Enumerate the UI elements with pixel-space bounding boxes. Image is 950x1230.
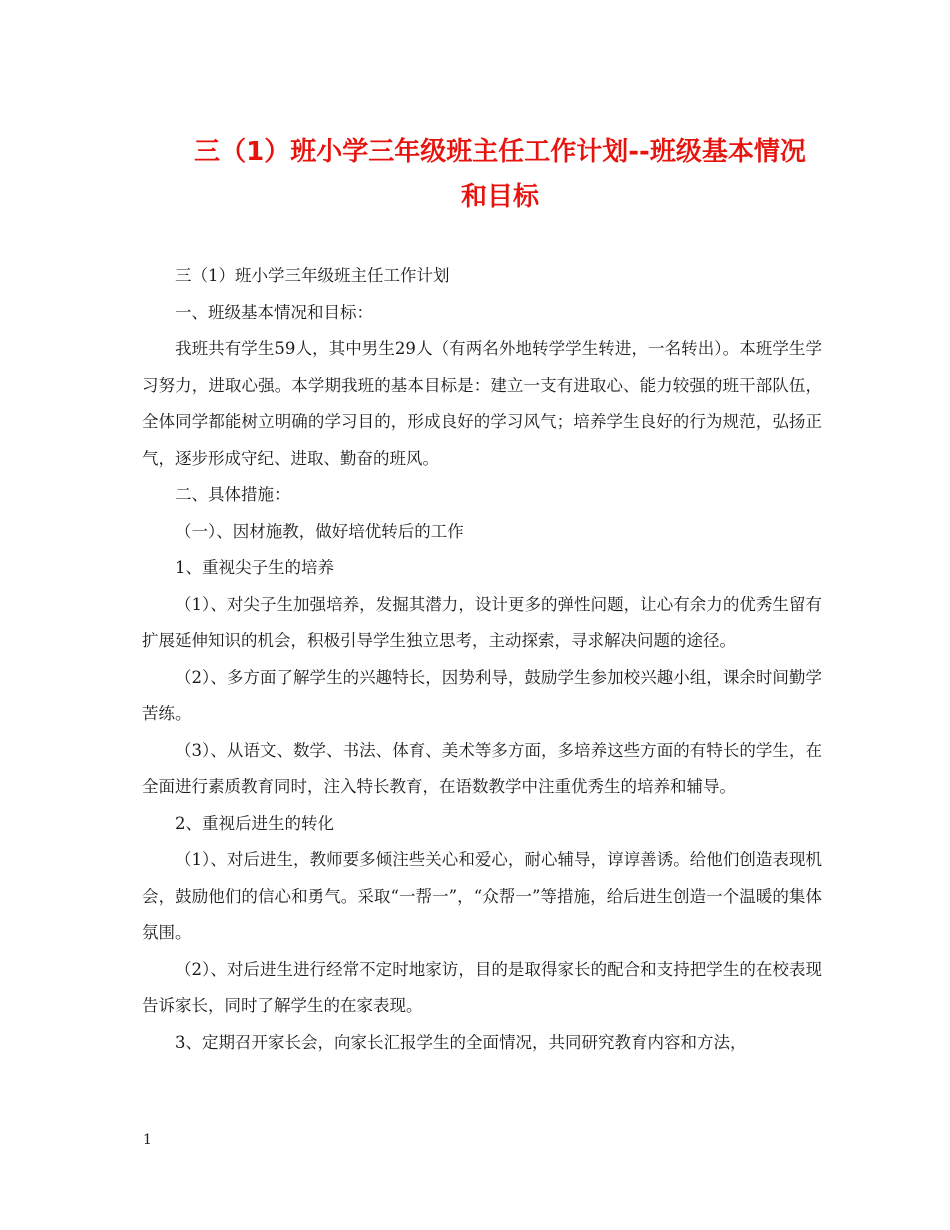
paragraph-top-students-2: （2）、多方面了解学生的兴趣特长，因势利导，鼓励学生参加校兴趣小组，课余时间勤学苦练。	[142, 667, 822, 723]
document-title-line-2: 和目标	[460, 182, 539, 212]
paragraph-subtitle: 三（1）班小学三年级班主任工作计划	[175, 266, 450, 285]
paragraph-top-students-3: （3）、从语文、数学、书法、体育、美术等多方面，多培养这些方面的有特长的学生，在全面进行素质教育同时，注入特长教育，在语数教学中注重优秀生的培养和辅导。	[142, 740, 822, 796]
document-title-line-1: 三（1）班小学三年级班主任工作计划--班级基本情况	[194, 137, 806, 167]
document-body	[142, 258, 822, 1061]
paragraph-parent-meetings: 3、定期召开家长会，向家长汇报学生的全面情况，共同研究教育内容和方法，	[175, 1032, 747, 1052]
paragraph-class-overview: 我班共有学生59人，其中男生29人（有两名外地转学学生转进，一名转出）。本班学生学习努力，进取心强。本学期我班的基本目标是：建立一支有进取心、能力较强的班干部队伍，全体同学都能树立明确的学习目的，形成良好的学习风气；培养学生良好的行为规范，弘扬正气，逐步形成守纪、进取、勤奋的班风。	[142, 339, 822, 468]
item-heading-struggling-students: 2、重视后进生的转化	[175, 813, 334, 833]
paragraph-struggling-students-1: （1）、对后进生，教师要多倾注些关心和爱心，耐心辅导，谆谆善诱。给他们创造表现机会，鼓励他们的信心和勇气。采取“一帮一”，“众帮一”等措施，给后进生创造一个温暖的集体氛围。	[142, 850, 822, 942]
section-heading-basic-situation: 一、班级基本情况和目标：	[175, 302, 373, 322]
paragraph-top-students-1: （1）、对尖子生加强培养，发掘其潜力，设计更多的弹性问题，让心有余力的优秀生留有扩展延伸知识的机会，积极引导学生独立思考，主动探索，寻求解决问题的途径。	[142, 594, 822, 650]
paragraph-struggling-students-2: （2）、对后进生进行经常不定时地家访，目的是取得家长的配合和支持把学生的在校表现告诉家长，同时了解学生的在家表现。	[142, 959, 822, 1015]
page-number: 1	[143, 1132, 152, 1148]
item-heading-top-students: 1、重视尖子生的培养	[175, 558, 334, 577]
subsection-heading-teaching: （一）、因材施教，做好培优转后的工作	[175, 521, 464, 541]
section-heading-measures: 二、具体措施：	[175, 485, 291, 504]
